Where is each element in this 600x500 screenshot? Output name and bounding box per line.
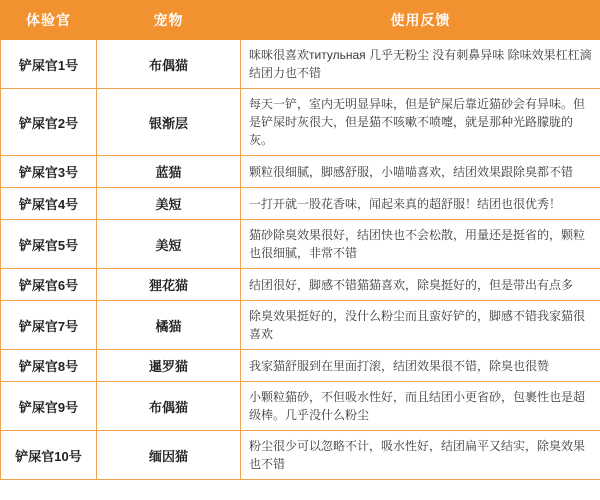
table-row	[1, 269, 600, 301]
cell-feedback: 除臭效果挺好的，没什么粉尘而且蛮好铲的，脚感不错我家猫很喜欢	[241, 301, 600, 350]
table-row	[1, 220, 600, 269]
cell-feedback: 一打开就一股花香味，闻起来真的超舒服！结团也很优秀！	[241, 188, 600, 220]
cell-tester: 铲屎官5号	[1, 220, 97, 269]
table-body	[1, 40, 600, 480]
table-row	[1, 382, 600, 431]
table-row	[1, 89, 600, 156]
cell-pet: 美短	[97, 220, 241, 269]
cell-feedback: 咪咪很喜欢титульная 几乎无粉尘 没有刺鼻异味 除味效果杠杠滴 结团力也不错	[241, 40, 600, 89]
table-row	[1, 188, 600, 220]
table-row	[1, 156, 600, 188]
table-row	[1, 40, 600, 89]
table-header-row	[1, 1, 600, 40]
cell-pet: 橘猫	[97, 301, 241, 350]
cell-feedback: 小颗粒猫砂，不但吸水性好，而且结团小更省砂，包裹性也是超级棒。几乎没什么粉尘	[241, 382, 600, 431]
cell-tester: 铲屎官1号	[1, 40, 97, 89]
cell-feedback: 粉尘很少可以忽略不计，吸水性好，结团扁平又结实，除臭效果也不错	[241, 431, 600, 480]
table-header	[1, 1, 600, 40]
column-header-tester: 体验官	[1, 1, 97, 40]
cell-pet: 银渐层	[97, 89, 241, 156]
table-row	[1, 431, 600, 480]
cell-feedback: 颗粒很细腻，脚感舒服，小喵喵喜欢，结团效果跟除臭都不错	[241, 156, 600, 188]
column-header-feedback: 使用反馈	[241, 1, 600, 40]
cell-pet: 蓝猫	[97, 156, 241, 188]
cell-tester: 铲屎官8号	[1, 350, 97, 382]
cell-feedback: 我家猫舒服到在里面打滚，结团效果很不错，除臭也很赞	[241, 350, 600, 382]
cell-pet: 美短	[97, 188, 241, 220]
cell-pet: 狸花猫	[97, 269, 241, 301]
cell-tester: 铲屎官6号	[1, 269, 97, 301]
cell-pet: 布偶猫	[97, 40, 241, 89]
cell-tester: 铲屎官3号	[1, 156, 97, 188]
cell-tester: 铲屎官7号	[1, 301, 97, 350]
cell-tester: 铲屎官2号	[1, 89, 97, 156]
column-header-pet: 宠物	[97, 1, 241, 40]
cell-tester: 铲屎官4号	[1, 188, 97, 220]
cell-pet: 布偶猫	[97, 382, 241, 431]
table-row	[1, 350, 600, 382]
cell-feedback: 猫砂除臭效果很好，结团快也不会松散，用量还是挺省的，颗粒也很细腻，非常不错	[241, 220, 600, 269]
cell-pet: 缅因猫	[97, 431, 241, 480]
cell-tester: 铲屎官9号	[1, 382, 97, 431]
cell-feedback: 每天一铲，室内无明显异味，但是铲屎后靠近猫砂会有异味。但是铲屎时灰很大，但是猫不咳嗽不喷嚏，就是那种光路朦胧的灰。	[241, 89, 600, 156]
cell-feedback: 结团很好，脚感不错猫猫喜欢，除臭挺好的，但是带出有点多	[241, 269, 600, 301]
cell-pet: 暹罗猫	[97, 350, 241, 382]
cell-tester: 铲屎官10号	[1, 431, 97, 480]
table-row	[1, 301, 600, 350]
